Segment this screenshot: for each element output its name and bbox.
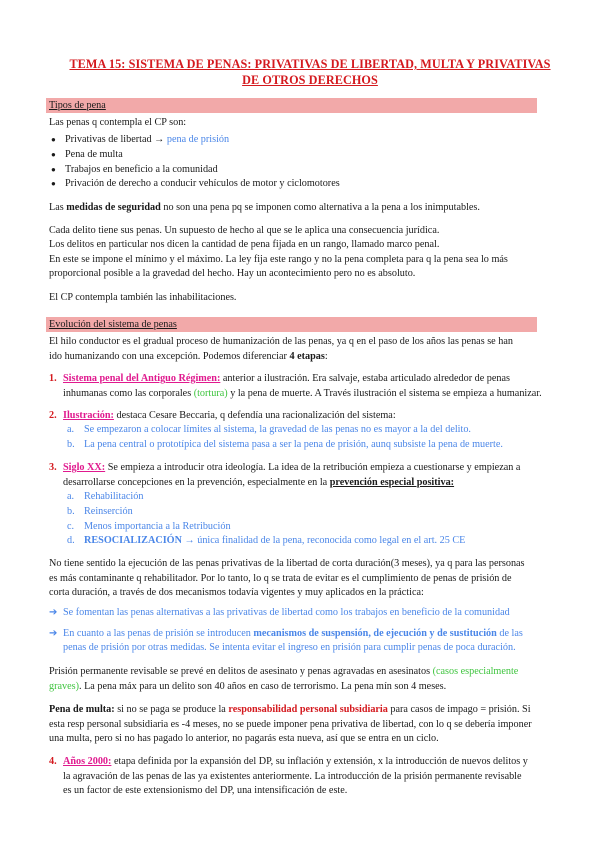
paragraph-line: No tiene sentido la ejecución de las penas privativas de la libertad de corta duración(3 meses), ya q para las personas xyxy=(49,558,525,569)
stage-1: 1. Sistema penal del Antiguo Régimen: anterior a ilustración. Era salvaje, estaba articulado alrededor de penas xyxy=(49,373,510,384)
sub-item: a. Rehabilitación xyxy=(67,491,144,502)
bullet-icon: ● xyxy=(51,165,56,174)
bullet-icon: ● xyxy=(51,135,56,144)
paragraph: Las medidas de seguridad no son una pena pq se imponen como alternativa a la pena a los inimputables. xyxy=(49,202,480,213)
paragraph-line: penas de prisión por otras medidas. Se intenta evitar el ingreso en prisión para cumplir penas de poca duración. xyxy=(63,642,516,653)
stage-4: 4. Años 2000: etapa definida por la expansión del DP, su inflación y extensión, x la introducción de nuevos delitos y xyxy=(49,756,528,767)
bullet-icon: ● xyxy=(51,179,56,188)
paragraph-line: una multa, pero si no has pagado lo anterior, no pagarás esta nueva, así que se entra en un ciclo. xyxy=(49,733,439,744)
stage-3: 3. Siglo XX: Se empieza a introducir otra ideología. La idea de la retribución empieza a cuestionarse y empiezan a xyxy=(49,462,521,473)
paragraph-line: graves). La pena máx para un delito son 40 años en caso de terrorismo. La pena mín son 4 meses. xyxy=(49,681,447,692)
paragraph-line: inhumanas como las corporales (tortura) y la pena de muerte. A Través ilustración el sistema se empieza a humanizar. xyxy=(63,388,542,399)
paragraph-line: El hilo conductor es el gradual proceso de humanización de las penas, ya q en el paso de los años las penas se han xyxy=(49,336,513,347)
paragraph: Las penas q contempla el CP son: xyxy=(49,117,187,128)
paragraph-line: es un factor de este extensionismo del DP, una intensificación de este. xyxy=(63,785,348,796)
list-item: ● Pena de multa xyxy=(51,148,123,163)
stage-2: 2. Ilustración: destaca Cesare Beccaria, q defendía una racionalización del sistema: xyxy=(49,410,396,421)
sub-item: b. La pena central o prototípica del sistema pasa a ser la pena de prisión, aunq subsiste la pena de muerte. xyxy=(67,439,503,450)
paragraph-line: proporcional posible a la gravedad del hecho. Hay un acontecimiento pero no es absoluto. xyxy=(49,268,416,279)
sub-item: d. RESOCIALIZACIÓN → única finalidad de la pena, reconocida como legal en el art. 25 CE xyxy=(67,535,466,546)
arrow-right-icon: ➔ xyxy=(49,607,58,618)
paragraph-line: esta resp personal subsidiaria es -4 meses, no se puede imponer pena privativa de libertad, con lo q se debería imponer xyxy=(49,719,532,730)
list-item: ● Trabajos en beneficio a la comunidad xyxy=(51,163,218,178)
list-item: ● Privativas de libertad → pena de prisión xyxy=(51,133,229,148)
paragraph-line: En este se impone el mínimo y el máximo. La ley fija este rango y no la pena completa para q la pena sea lo más xyxy=(49,254,508,265)
document-title: TEMA 15: SISTEMA DE PENAS: PRIVATIVAS DE LIBERTAD, MULTA Y PRIVATIVAS DE OTROS DERECHOS xyxy=(69,57,551,87)
arrow-right-icon: ➔ xyxy=(49,628,58,639)
list-item: ● Privación de derecho a conducir vehículos de motor y ciclomotores xyxy=(51,177,340,192)
sub-item: a. Se empezaron a colocar límites al sistema, la gravedad de las penas no es mayor a la del delito. xyxy=(67,424,471,435)
paragraph-line: es más contaminante q rehabilitador. Por lo tanto, lo q se trata de evitar es el cumplimiento de penas de prisión de xyxy=(49,573,512,584)
paragraph-line: la agravación de las penas de las ya existentes anteriormente. La introducción de la prisión permanente revisable xyxy=(63,771,522,782)
paragraph-line: corta duración, a través de dos mecanismos todavía vigentes y muy aplicados en la práctica: xyxy=(49,587,424,598)
paragraph-line: ido humanizando con una excepción. Podemos diferenciar 4 etapas: xyxy=(49,351,328,362)
paragraph-line: desarrollarse concepciones en la prevención, especialmente en la prevención especial positiva: xyxy=(63,477,455,488)
paragraph-line: Los delitos en particular nos dicen la cantidad de pena fijada en un rango, llamado marco penal. xyxy=(49,239,440,250)
sub-item: c. Menos importancia a la Retribución xyxy=(67,521,231,532)
arrow-item: ➔ En cuanto a las penas de prisión se introducen mecanismos de suspensión, de ejecución y de sustitución de las xyxy=(49,627,523,642)
bullet-icon: ● xyxy=(51,150,56,159)
paragraph-line: Pena de multa: si no se paga se produce la responsabilidad personal subsidiaria para casos de impago = prisión. Si xyxy=(49,704,531,715)
section-heading-evolucion: Evolución del sistema de penas xyxy=(46,317,537,332)
sub-item: b. Reinserción xyxy=(67,506,133,517)
paragraph-line: Cada delito tiene sus penas. Un supuesto de hecho al que se le aplica una consecuencia jurídica. xyxy=(49,225,440,236)
arrow-item: ➔ Se fomentan las penas alternativas a las privativas de libertad como los trabajos en beneficio de la comunidad xyxy=(49,606,510,621)
paragraph: El CP contempla también las inhabilitaciones. xyxy=(49,292,237,303)
paragraph-line: Prisión permanente revisable se prevé en delitos de asesinato y penas agravadas en asesinatos (casos especialmente xyxy=(49,666,519,677)
section-heading-tipos: Tipos de pena xyxy=(46,98,537,113)
